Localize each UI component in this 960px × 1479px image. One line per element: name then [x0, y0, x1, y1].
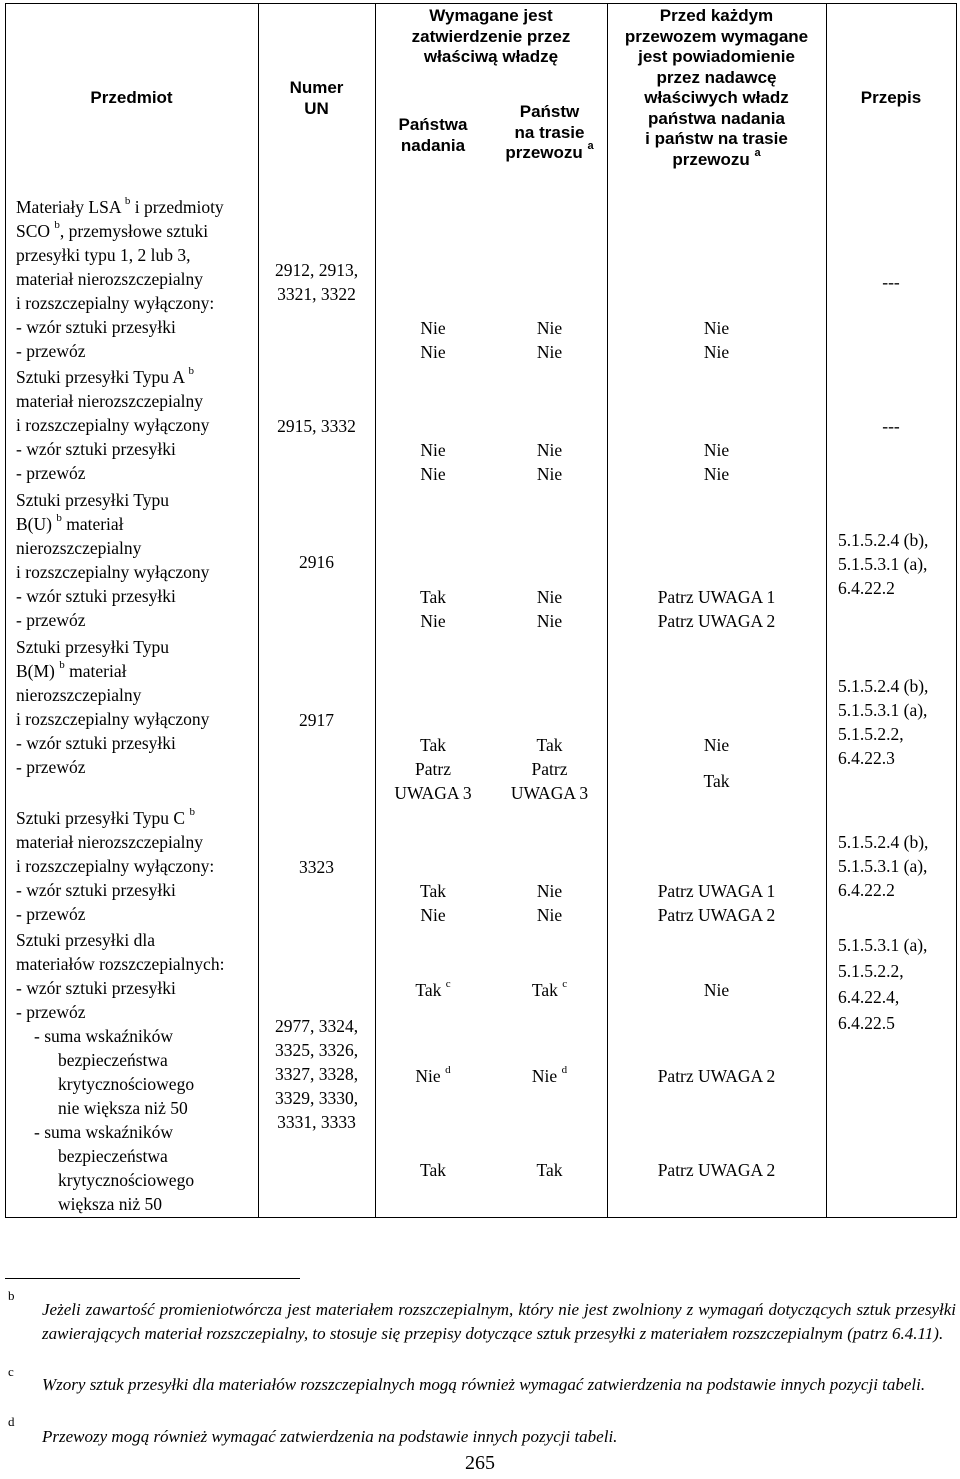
footnote-c-mark: c [8, 1364, 14, 1379]
row2-regulation: --- [882, 416, 900, 436]
header-un-number: Numer UN [289, 78, 344, 118]
table-border-top [5, 3, 957, 4]
column-divider-regulation [826, 3, 827, 1218]
row2-notify: Nie Nie [703, 440, 730, 484]
row1-regulation: --- [882, 272, 900, 292]
row3-transit: Nie Nie [536, 587, 563, 631]
row3-un: 2916 [299, 552, 334, 572]
row6-origin-1: Tak $^c$ [415, 978, 451, 1000]
row5-subject: Sztuki przesyłki Typu C $^b$ materiał nierozszczepialny i rozszczepialny wyłączony: - wzór sztuki przesyłki - przewóz [16, 806, 215, 924]
row2-un: 2915, 3332 [277, 416, 356, 436]
table-border-right [956, 3, 957, 1218]
row4-subject: Sztuki przesyłki Typu B(M) $^b$ materiał nierozszczepialny i rozszczepialny wyłączony - wzór sztuki przesyłki - przewóz [16, 637, 210, 777]
row6-notify-3: Patrz UWAGA 2 [657, 1160, 776, 1180]
row6-transit-3: Tak [536, 1160, 563, 1180]
row3-origin: Tak Nie [420, 587, 446, 631]
row5-un: 3323 [299, 857, 334, 877]
row6-transit-1: Tak $^c$ [531, 978, 568, 1000]
header-notification: Przed każdym przewozem wymagane jest powiadomienie przez nadawcę właściwych władz państwa nadania i państw na trasie przewozu $^a$ [624, 6, 809, 169]
row1-notify: Nie Nie [703, 318, 730, 362]
table-border-bottom [5, 1217, 957, 1218]
row5-transit: Nie Nie [536, 881, 563, 925]
header-subject: Przedmiot [90, 88, 173, 107]
row6-regulation: 5.1.5.3.1 (a), 5.1.5.2.2, 6.4.22.4, 6.4.22.5 [838, 935, 928, 1033]
row5-origin: Tak Nie [420, 881, 446, 925]
footnote-d: Przewozy mogą również wymagać zatwierdzenia na podstawie innych pozycji tabeli. [42, 1427, 618, 1446]
page-number: 265 [465, 1452, 495, 1474]
row6-notify-1: Nie [703, 980, 730, 1000]
footnote-c: Wzory sztuk przesyłki dla materiałów rozszczepialnych mogą również wymagać zatwierdzenia na podstawie innych pozycji tabeli. [42, 1375, 926, 1394]
row4-notify: Nie Tak [703, 735, 730, 791]
row3-regulation: 5.1.5.2.4 (b), 5.1.5.3.1 (a), 6.4.22.2 [838, 530, 929, 598]
row6-origin-3: Tak [420, 1160, 446, 1180]
row5-notify: Patrz UWAGA 1 Patrz UWAGA 2 [657, 881, 776, 925]
footnote-separator [5, 1278, 300, 1279]
header-approval-group: Wymagane jest zatwierdzenie przez właściwą władzę [411, 6, 571, 66]
header-transit-states: Państw na trasie przewozu $^a$ [505, 102, 594, 162]
table-border-left [5, 3, 6, 1218]
row6-origin-2: Nie $^d$ [415, 1064, 451, 1086]
row1-un: 2912, 2913, 3321, 3322 [274, 260, 359, 304]
row3-subject: Sztuki przesyłki Typu B(U) $^b$ materiał nierozszczepialny i rozszczepialny wyłączony - wzór sztuki przesyłki - przewóz [16, 490, 210, 630]
row6-un: 2977, 3324, 3325, 3326, 3327, 3328, 3329, 3330, 3331, 3333 [274, 1016, 359, 1132]
row1-subject: Materiały LSA $^b$ i przedmioty SCO $^b$, przemysłowe sztuki przesyłki typu 1, 2 lub 3, materiał nierozszczepialny i rozszczepialny wyłączony: - wzór sztuki przesyłki - przewóz [16, 195, 224, 361]
footnote-d-mark: d [8, 1414, 15, 1429]
row6-subject: Sztuki przesyłki dla materiałów rozszczepialnych: - wzór sztuki przesyłki - przewóz - suma wskaźników bezpieczeństwa krytycznościowego nie większa niż 50 - suma wskaźników bezpieczeństwa krytycznościowego większa niż 50 [16, 930, 225, 1214]
row1-origin: Nie Nie [420, 318, 446, 362]
row6-transit-2: Nie $^d$ [531, 1064, 568, 1086]
row4-un: 2917 [299, 710, 334, 730]
row2-subject: Sztuki przesyłki Typu A $^b$ materiał nierozszczepialny i rozszczepialny wyłączony - wzór sztuki przesyłki - przewóz [16, 365, 210, 483]
footnote-b-mark: b [8, 1288, 15, 1303]
header-origin-state: Państwa nadania [398, 115, 468, 155]
row4-regulation: 5.1.5.2.4 (b), 5.1.5.3.1 (a), 5.1.5.2.2, 6.4.22.3 [838, 676, 929, 768]
row2-transit: Nie Nie [536, 440, 563, 484]
row4-transit: Tak Patrz UWAGA 3 [510, 735, 589, 803]
header-regulation: Przepis [860, 88, 922, 107]
footnote-b: Jeżeli zawartość promieniotwórcza jest materiałem rozszczepialnym, który nie jest zwolniony z wymagań dotyczących sztuk przesyłki zawierających materiał rozszczepialny, to stosuje się przepisy dotyczące sztuk przesyłki z materiałem rozszczepialnym (patrz 6.4.11). [42, 1300, 956, 1343]
row6-notify-2: Patrz UWAGA 2 [657, 1066, 776, 1086]
row3-notify: Patrz UWAGA 1 Patrz UWAGA 2 [657, 587, 776, 631]
row1-transit: Nie Nie [536, 318, 563, 362]
row5-regulation: 5.1.5.2.4 (b), 5.1.5.3.1 (a), 6.4.22.2 [838, 832, 929, 900]
row4-origin: Tak Patrz UWAGA 3 [394, 735, 472, 803]
row2-origin: Nie Nie [420, 440, 446, 484]
